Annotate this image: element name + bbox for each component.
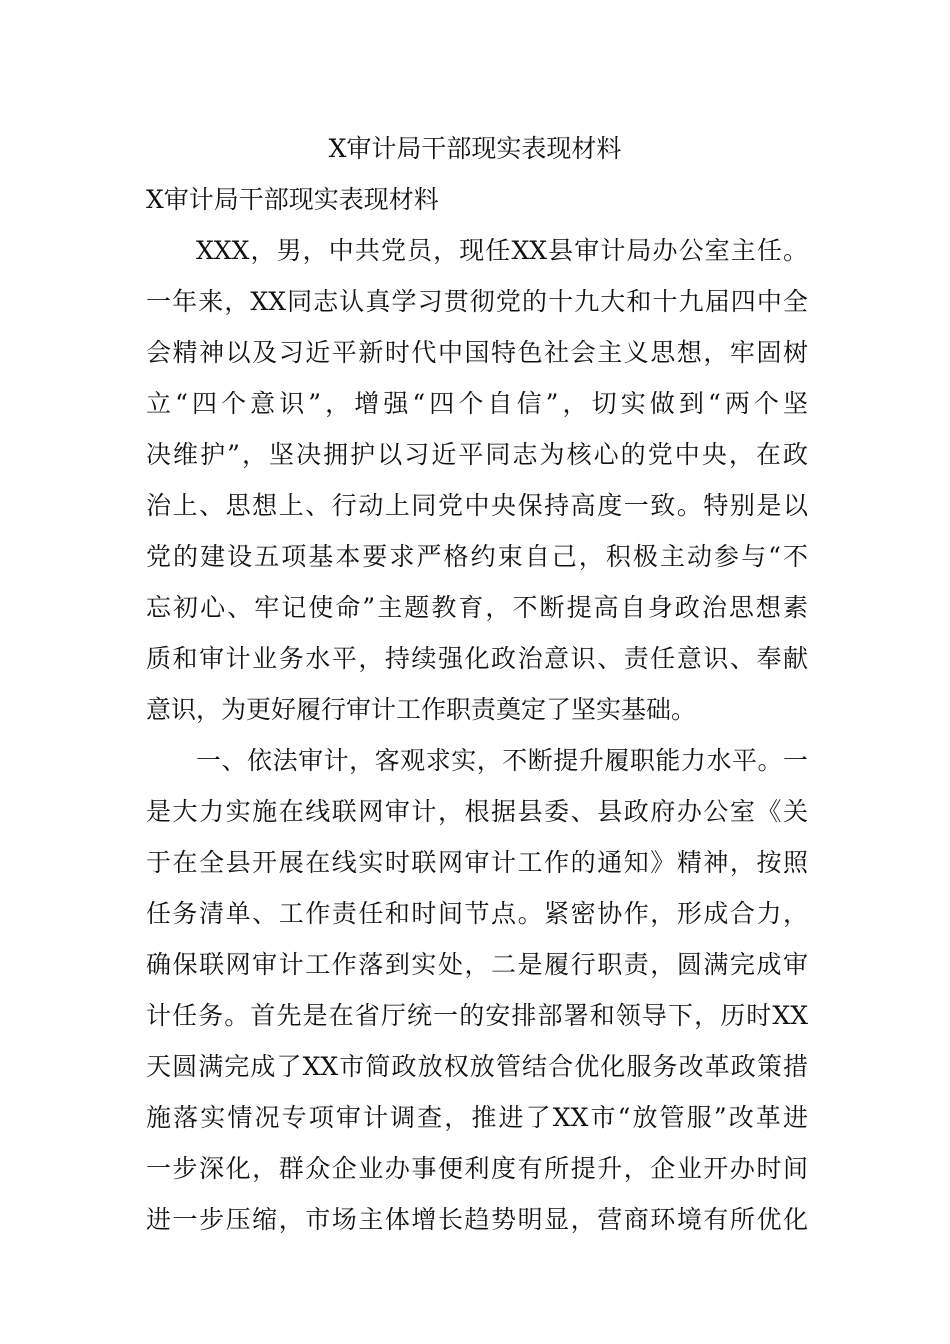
document-title: X审计局干部现实表现材料 — [328, 134, 622, 163]
paragraph-line: 施落实情况专项审计调查，推进了XX市“放管服”改革进 — [146, 1103, 808, 1132]
document-subtitle: X审计局干部现实表现材料 — [146, 185, 439, 214]
paragraph-line: 确保联网审计工作落到实处，二是履行职责，圆满完成审 — [146, 950, 808, 979]
paragraph-line: 进一步压缩，市场主体增长趋势明显，营商环境有所优化 — [146, 1205, 808, 1234]
paragraph-line: 立“四个意识”，增强“四个自信”，切实做到“两个坚 — [146, 389, 808, 418]
paragraph-line: 忘初心、牢记使命”主题教育，不断提高自身政治思想素 — [146, 593, 808, 622]
paragraph-line: 任务清单、工作责任和时间节点。紧密协作，形成合力， — [146, 899, 808, 928]
paragraph-line: 是大力实施在线联网审计，根据县委、县政府办公室《关 — [146, 797, 808, 826]
paragraph-line: 于在全县开展在线实时联网审计工作的通知》精神，按照 — [146, 848, 808, 877]
paragraph-line: 计任务。首先是在省厅统一的安排部署和领导下，历时XX — [146, 1001, 808, 1030]
paragraph-line: 党的建设五项基本要求严格约束自己，积极主动参与“不 — [146, 542, 808, 571]
paragraph-line: XXX，男，中共党员，现任XX县审计局办公室主任。 — [196, 236, 808, 265]
paragraph-line: 一步深化，群众企业办事便利度有所提升，企业开办时间 — [146, 1154, 808, 1183]
paragraph-line: 治上、思想上、行动上同党中央保持高度一致。特别是以 — [146, 491, 808, 520]
paragraph-line: 意识，为更好履行审计工作职责奠定了坚实基础。 — [146, 695, 697, 724]
paragraph-line: 一年来，XX同志认真学习贯彻党的十九大和十九届四中全 — [146, 287, 808, 316]
paragraph-line: 决维护”，坚决拥护以习近平同志为核心的党中央，在政 — [146, 440, 808, 469]
paragraph-line: 质和审计业务水平，持续强化政治意识、责任意识、奉献 — [146, 644, 808, 673]
paragraph-line: 天圆满完成了XX市简政放权放管结合优化服务改革政策措 — [146, 1052, 808, 1081]
paragraph-line: 一、依法审计，客观求实，不断提升履职能力水平。一 — [196, 746, 808, 775]
paragraph-line: 会精神以及习近平新时代中国特色社会主义思想，牢固树 — [146, 338, 808, 367]
